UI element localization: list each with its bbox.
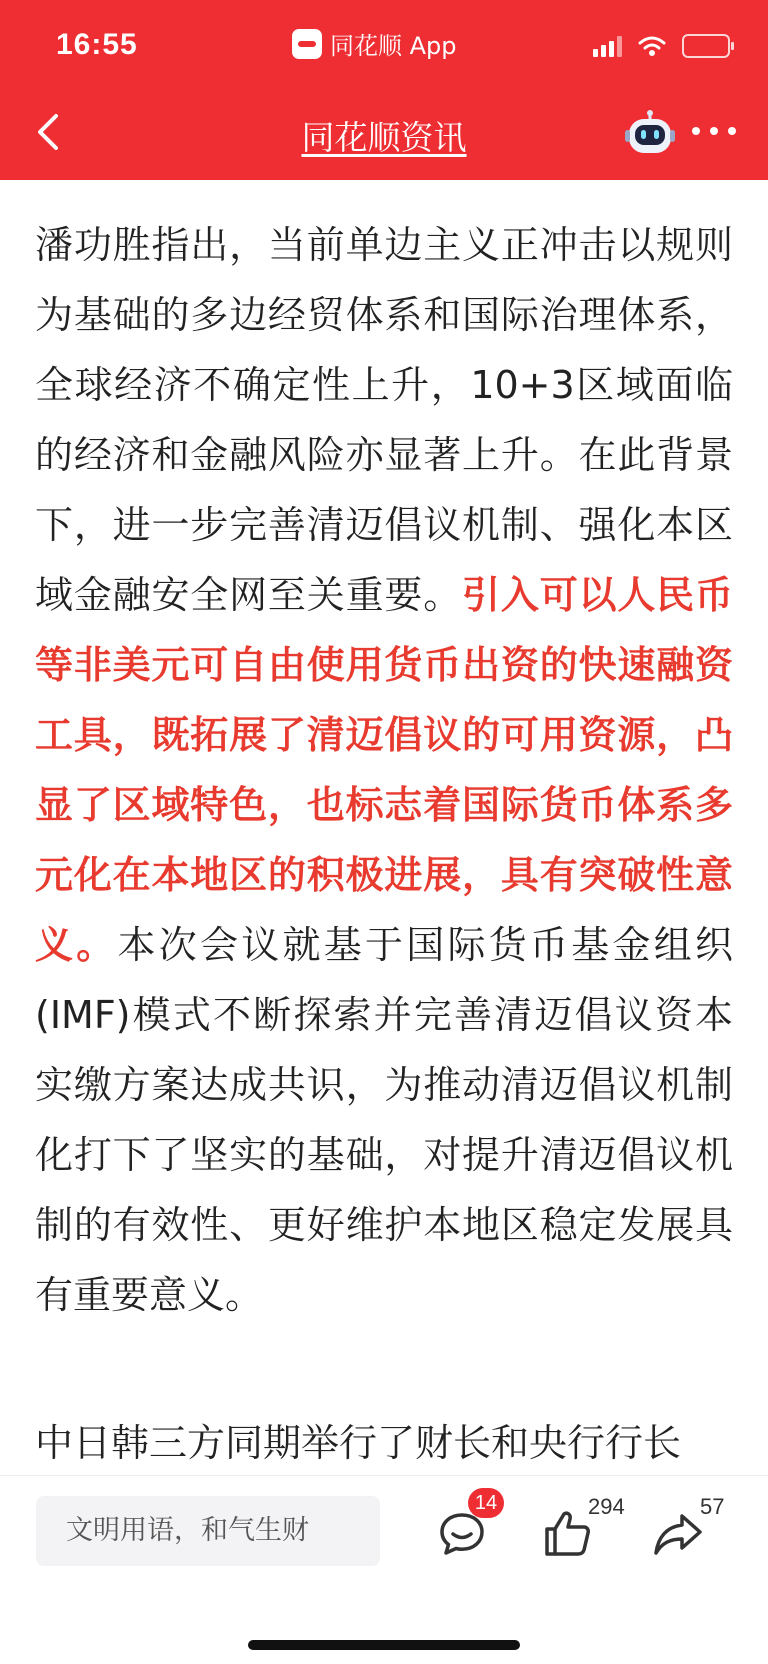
home-indicator xyxy=(248,1640,520,1650)
paragraph-text: 潘功胜指出，当前单边主义正冲击以规则为基础的多边经贸体系和国际治理体系，全球经济不确定性上升，10+3区域面临的经济和金融风险亦显著上升。在此背景下，进一步完善清迈倡议机制、强化本区域金融安全网至关重要。 xyxy=(35,223,733,617)
comment-input[interactable]: 文明用语，和气生财 xyxy=(36,1496,380,1566)
share-button[interactable] xyxy=(652,1496,752,1568)
status-app-label xyxy=(292,26,457,61)
highlighted-text: 引入可以人民币等非美元可自由使用货币出资的快速融资工具，既拓展了清迈倡议的可用资源，凸显了区域特色，也标志着国际货币体系多元化在本地区的积极进展，具有突破性意义。 xyxy=(35,573,733,967)
article-paragraph xyxy=(0,1378,768,1475)
comment-count-badge: 14 xyxy=(468,1488,504,1518)
robot-assistant-icon[interactable] xyxy=(624,110,676,156)
status-app-name: 同花顺 App xyxy=(330,32,457,60)
app-header xyxy=(0,0,768,180)
page-title: 同花顺资讯 xyxy=(301,118,467,157)
article-paragraph xyxy=(0,180,768,1330)
like-button[interactable] xyxy=(542,1496,652,1568)
status-time: 16:55 xyxy=(56,28,138,61)
comment-button[interactable] xyxy=(438,1492,498,1568)
bottom-action-bar xyxy=(0,1475,768,1664)
share-arrow-icon xyxy=(652,1510,704,1558)
share-count: 57 xyxy=(700,1494,725,1519)
signal-icon xyxy=(593,35,622,57)
wifi-icon xyxy=(638,35,666,57)
status-indicators xyxy=(593,34,730,58)
paragraph-text: 本次会议就基于国际货币基金组织(IMF)模式不断探索并完善清迈倡议资本实缴方案达成共识，为推动清迈倡议机制化打下了坚实的基础，对提升清迈倡议机制的有效性、更好维护本地区稳定发展具有重要意义。 xyxy=(35,923,733,1317)
like-count: 294 xyxy=(588,1494,625,1519)
more-options-icon[interactable] xyxy=(690,124,738,138)
app-logo-icon xyxy=(292,29,322,59)
paragraph-text: 中日韩三方同期举行了财长和央行行长 xyxy=(35,1421,682,1465)
thumbs-up-icon xyxy=(542,1508,592,1558)
article-body xyxy=(0,180,768,1475)
battery-icon xyxy=(682,34,730,58)
